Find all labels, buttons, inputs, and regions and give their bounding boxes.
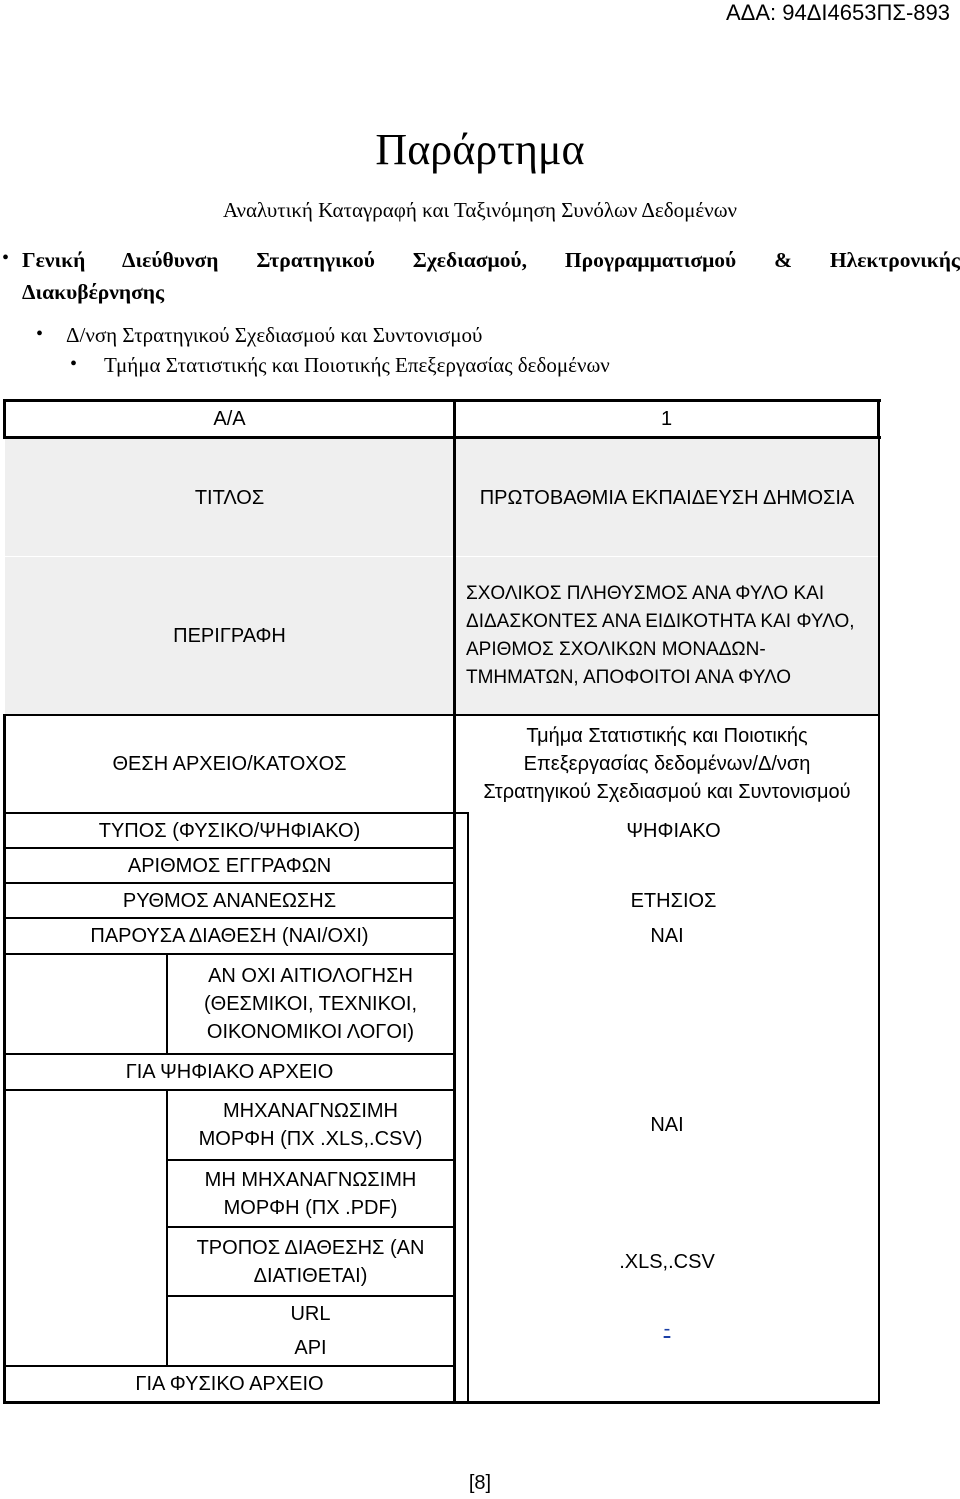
records-label: ΑΡΙΘΜΟΣ ΕΓΓΡΑΦΩΝ — [127, 854, 332, 877]
nonmachine-line: ΜΟΡΦΗ (ΠΧ .PDF) — [223, 1196, 398, 1219]
table-border — [878, 714, 880, 1404]
machine-line: ΜΟΡΦΗ (ΠΧ .XLS,.CSV) — [198, 1128, 423, 1150]
availability-label: ΠΑΡΟΥΣΑ ΔΙΑΘΕΣΗ (ΝΑΙ/ΟΧΙ) — [90, 925, 369, 947]
table-border — [878, 437, 880, 715]
page-number: [8] — [468, 1472, 492, 1494]
description-value — [466, 557, 876, 714]
physical-file-label: ΓΙΑ ΦΥΣΙΚΟ ΑΡΧΕΙΟ — [135, 1373, 324, 1395]
location-value — [456, 716, 878, 812]
department-name: Τμήμα Στατιστικής και Ποιοτικής Επεξεργασίας δεδομένων — [104, 353, 610, 377]
table-border — [877, 399, 880, 438]
refresh-label: ΡΥΘΜΟΣ ΑΝΑΝΕΩΣΗΣ — [122, 889, 337, 912]
method-line: ΤΡΟΠΟΣ ΔΙΑΘΕΣΗΣ (ΑΝ — [196, 1236, 425, 1259]
reason-line: ΟΙΚΟΝΟΜΙΚΟΙ ΛΟΓΟΙ) — [206, 1021, 415, 1043]
bullet-icon: • — [36, 323, 44, 345]
table-border — [3, 1401, 880, 1404]
description-line: ΔΙΔΑΣΚΟΝΤΕΣ ΑΝΑ ΕΙΔΙΚΟΤΗΤΑ ΚΑΙ ΦΥΛΟ, — [466, 610, 855, 632]
availability-value: ΝΑΙ — [650, 925, 684, 947]
description-line: ΣΧΟΛΙΚΟΣ ΠΛΗΘΥΣΜΟΣ ΑΝΑ ΦΥΛΟ ΚΑΙ — [466, 582, 825, 604]
type-label: ΤΥΠΟΣ (ΦΥΣΙΚΟ/ΨΗΦΙΑΚΟ) — [98, 819, 361, 842]
machine-readable-value: ΝΑΙ — [650, 1114, 684, 1136]
page-title: Παράρτημα — [375, 125, 585, 174]
ada-code: ΑΔΑ: 94ΔΙ4653ΠΣ-893 — [725, 0, 950, 25]
records-value — [469, 849, 878, 882]
reason-line: (ΘΕΣΜΙΚΟΙ, ΤΕΧΝΙΚΟΙ, — [203, 993, 418, 1015]
method-line: ΔΙΑΤΙΘΕΤΑΙ) — [253, 1264, 368, 1287]
url-value[interactable] — [469, 1297, 865, 1343]
availability-method-label — [168, 1228, 453, 1295]
general-directorate-line1: Γενική Διεύθυνση Στρατηγικού Σχεδιασμού, Προγραμματισμού & Ηλεκτρονικής — [22, 248, 960, 272]
bullet-icon: • — [70, 353, 78, 375]
description-line: ΤΜΗΜΑΤΩΝ, ΑΠΟΦΟΙΤΟΙ ΑΝΑ ΦΥΛΟ — [466, 666, 792, 688]
aa-value: 1 — [660, 408, 673, 430]
location-line: Στρατηγικού Σχεδιασμού και Συντονισμού — [483, 781, 851, 803]
directorate-name: Δ/νση Στρατηγικού Σχεδιασμού και Συντονισμού — [66, 323, 483, 347]
machine-line: ΜΗΧΑΝΑΓΝΩΣΙΜΗ — [223, 1100, 398, 1122]
page-subtitle: Αναλυτική Καταγραφή και Ταξινόμηση Συνόλων Δεδομένων — [222, 198, 738, 222]
location-label: ΘΕΣΗ ΑΡΧΕΙΟ/ΚΑΤΟΧΟΣ — [112, 753, 347, 775]
general-directorate-line2: Διακυβέρνησης — [22, 280, 165, 304]
title-value: ΠΡΩΤΟΒΑΘΜΙΑ ΕΚΠΑΙΔΕΥΣΗ ΔΗΜΟΣΙΑ — [479, 486, 855, 509]
location-line: Τμήμα Στατιστικής και Ποιοτικής — [526, 725, 808, 747]
availability-method-value: .XLS,.CSV — [619, 1250, 715, 1273]
title-label: ΤΙΤΛΟΣ — [194, 486, 265, 509]
machine-readable-label — [168, 1091, 453, 1159]
bullet-icon: • — [2, 247, 10, 269]
url-link[interactable]: - — [663, 1318, 671, 1340]
reason-label — [168, 955, 453, 1053]
nonmachine-line: ΜΗ ΜΗΧΑΝΑΓΝΩΣΙΜΗ — [204, 1168, 417, 1191]
aa-label: Α/Α — [213, 408, 246, 430]
url-label: URL — [290, 1303, 331, 1325]
column-divider — [453, 714, 456, 1404]
description-line: ΑΡΙΘΜΟΣ ΣΧΟΛΙΚΩΝ ΜΟΝΑΔΩΝ- — [466, 638, 766, 660]
digital-file-label: ΓΙΑ ΨΗΦΙΑΚΟ ΑΡΧΕΙΟ — [125, 1061, 334, 1083]
non-machine-readable-label — [168, 1161, 453, 1226]
description-label: ΠΕΡΙΓΡΑΦΗ — [173, 624, 286, 647]
type-value: ΨΗΦΙΑΚΟ — [626, 819, 721, 842]
refresh-value: ΕΤΗΣΙΟΣ — [630, 889, 717, 912]
location-line: Επεξεργασίας δεδομένων/Δ/νση — [523, 753, 811, 775]
api-label: API — [294, 1337, 327, 1359]
reason-line: ΑΝ ΟΧΙ ΑΙΤΙΟΛΟΓΗΣΗ — [208, 965, 413, 987]
